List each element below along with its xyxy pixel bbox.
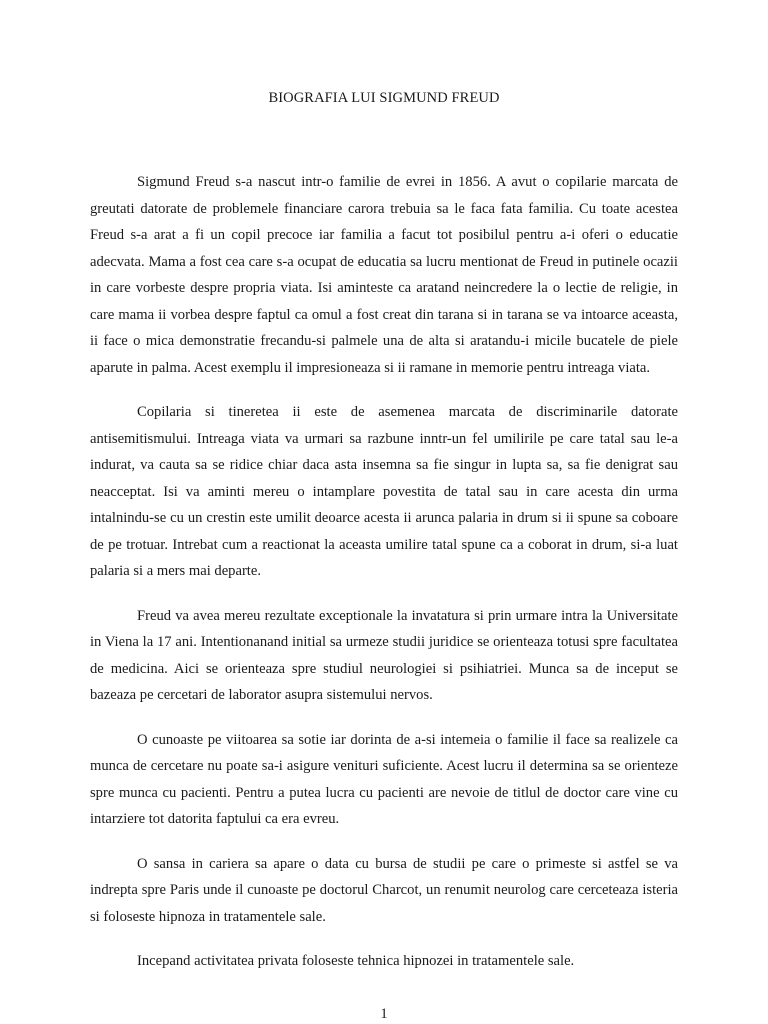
paragraph-2: Copilaria si tineretea ii este de asemenea marcata de discriminarile datorate antisemitismului. Intreaga viata va urmari sa razbune inntr-un fel umilirile pe care tatal sau le-a indurat, va cauta sa se ridice chiar daca asta insemna sa fie singur in lupta sa, sa fie denigrat sau neacceptat. Isi va aminti mereu o intamplare povestita de tatal sau in care acesta din urma intalnindu-se cu un crestin este umilit deoarce acesta ii arunca palaria in drum si ii spune sa coboare de pe trotuar. Intrebat cum a reactionat la aceasta umilire tatal spune ca a coborat in drum, si-a luat palaria si a mers mai departe.: [90, 404, 678, 579]
page-number: 1: [380, 1006, 388, 1022]
paragraph-5: O sansa in cariera sa apare o data cu bursa de studii pe care o primeste si astfel se va indrepta spre Paris unde il cunoaste pe doctorul Charcot, un renumit neurolog care cerceteaza isteria si foloseste hipnoza in tratamentele sale.: [90, 855, 678, 925]
paragraph-6: Incepand activitatea privata foloseste tehnica hipnozei in tratamentele sale.: [137, 953, 575, 969]
document-title: BIOGRAFIA LUI SIGMUND FREUD: [268, 90, 500, 106]
paragraph-3: Freud va avea mereu rezultate exceptionale la invatatura si prin urmare intra la Universitate in Viena la 17 ani. Intentionanand initial sa urmeze studii juridice se orienteaza totusi spre facultatea de medicina. Aici se orienteaza spre studiul neurologiei si psihiatriei. Munca sa de inceput se bazeaza pe cercetari de laborator asupra sistemului nervos.: [90, 607, 678, 703]
document-body: [90, 169, 678, 993]
paragraph-4: O cunoaste pe viitoarea sa sotie iar dorinta de a-si intemeia o familie il face sa realizele ca munca de cercetare nu poate sa-i asigure venituri suficiente. Acest lucru il determina sa se orienteze spre munca cu pacienti. Pentru a putea lucra cu pacienti are nevoie de titlul de doctor care vine cu intarziere tot datorita faptului ca era evreu.: [90, 731, 678, 827]
paragraph-1: Sigmund Freud s-a nascut intr-o familie de evrei in 1856. A avut o copilarie marcata de greutati datorate de problemele financiare carora trebuia sa le faca fata familia. Cu toate acestea Freud s-a arat a fi un copil precoce iar familia a facut tot posibilul pentru a-i oferi o educatie adecvata. Mama a fost cea care s-a ocupat de educatia sa lucru mentionat de Freud in putinele ocazii in care vorbeste despre propria viata. Isi aminteste ca aratand neincredere la o lectie de religie, in care mama ii vorbea despre faptul ca omul a fost creat din tarana si in tarana se va intoarce aceasta, ii face o mica demonstratie frecandu-si palmele una de alta si aratandu-i micile bucatele de piele aparute in palma. Acest exemplu il impresioneaza si ii ramane in memorie pentru intreaga viata.: [90, 174, 678, 376]
